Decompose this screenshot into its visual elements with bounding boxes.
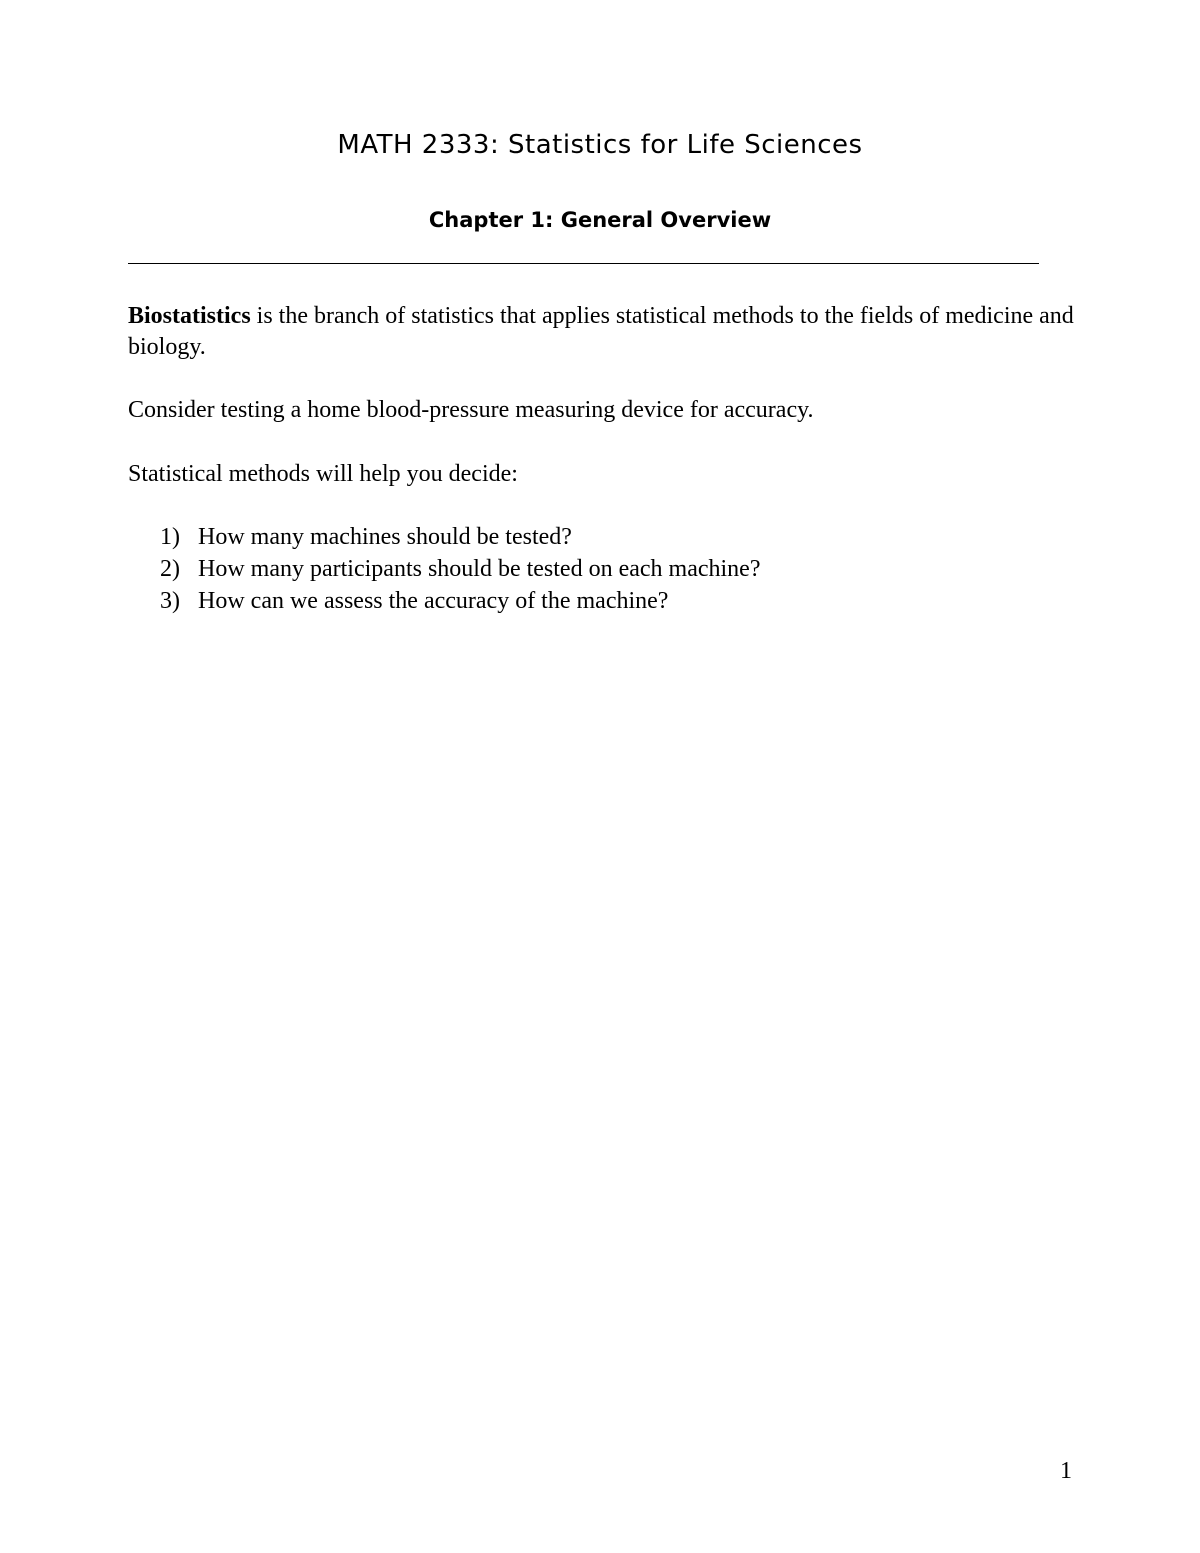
lead-in-paragraph: Statistical methods will help you decide: [128,461,518,487]
list-item-text: How many machines should be tested? [198,524,572,550]
consider-paragraph: Consider testing a home blood-pressure measuring device for accuracy. [128,397,814,423]
list-item-text: How can we assess the accuracy of the machine? [198,588,669,614]
definition-text: is the branch of statistics that applies statistical methods to the fields of medicine and biology. [128,303,1074,360]
horizontal-rule [128,263,1039,264]
list-item-number: 3) [160,588,180,614]
course-title: MATH 2333: Statistics for Life Sciences [337,130,863,160]
list-item [160,553,761,585]
list-item-number: 1) [160,524,180,550]
definition-term: Biostatistics [128,303,251,329]
chapter-title: Chapter 1: General Overview [428,208,772,232]
definition-paragraph [128,301,1078,363]
list-item-number: 2) [160,556,180,582]
list-item-text: How many participants should be tested on each machine? [198,556,761,582]
list-item [160,521,761,553]
list-item [160,585,761,617]
page-number: 1 [1060,1458,1072,1484]
question-list [160,521,761,617]
